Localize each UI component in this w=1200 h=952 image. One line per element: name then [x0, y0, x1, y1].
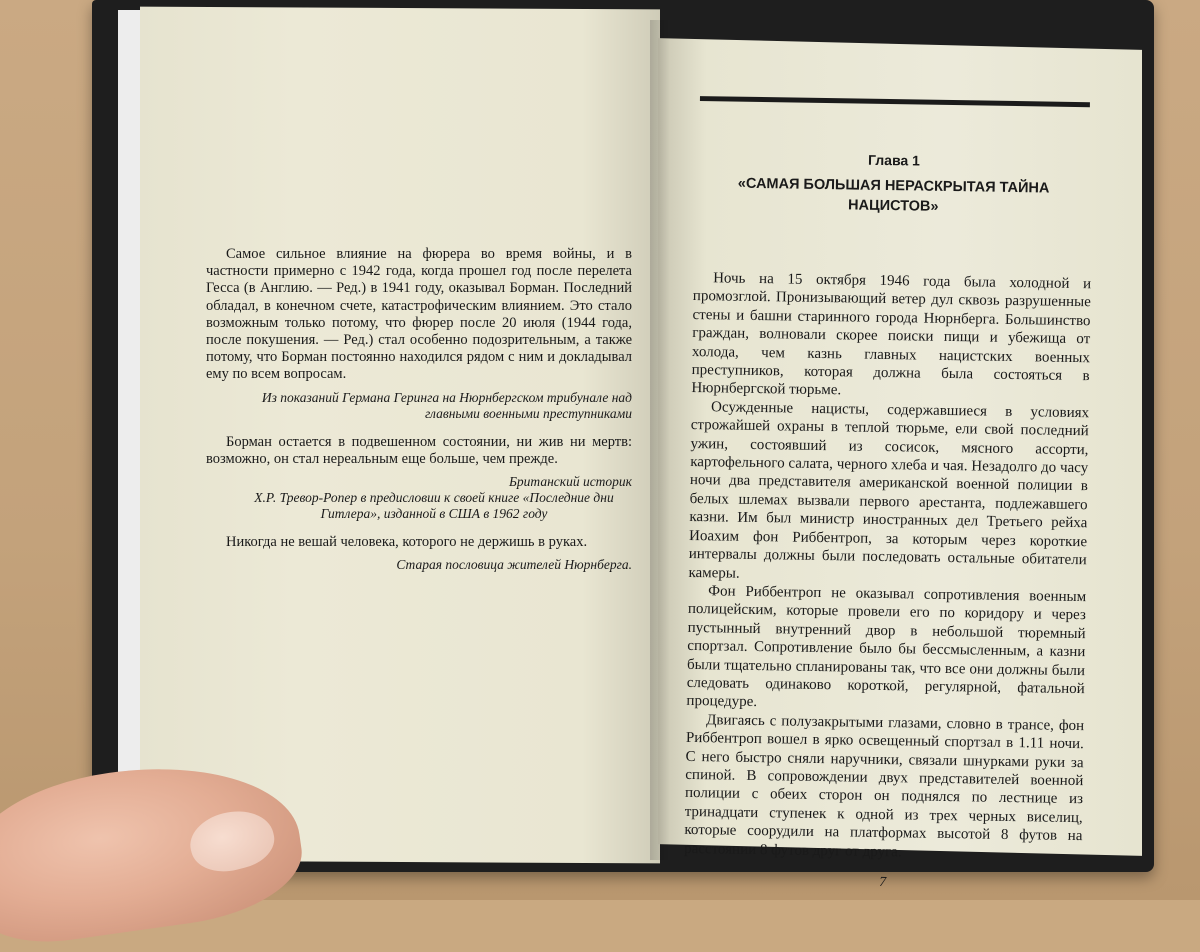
epigraph-attribution: Из показаний Германа Геринга на Нюрнбергском трибунале над главными военными преступниками	[261, 389, 632, 421]
epigraph-block	[206, 246, 632, 573]
body-paragraph: Двигаясь с полузакрытыми глазами, словно в трансе, фон Риббентроп вошел в ярко освещенный спортзал в 1.11 ночи. С него быстро сняли наручники, связали шнурками руки за спиной. В сопровождении двух представителей военной полиции с обеих сторон он поднялся по лестнице из тринадцати ступенек к одной из трех черных виселиц, которые соорудили на платформах высотой 8 футов на расстоянии 8 футов друг от друга.	[684, 711, 1085, 860]
body-paragraph: Ночь на 15 октября 1946 года была холодной и промозглой. Пронизывающий ветер дул сквозь разрушенные стены и башни старинного города Нюрнберга. Большинство граждан, волновали скорее поиски пищи и убежища от холода, чем казнь главных нацистских военных преступников, которая должна была состояться в Нюрнбергской тюрьме.	[691, 270, 1092, 399]
epigraph-attribution: Старая пословица жителей Нюрнберга.	[396, 557, 632, 573]
body-paragraph: Фон Риббентроп не оказывал сопротивления военным полицейским, которые провели его по коридору и через пустынный внутренний двор в небольшой тюремный спортзал. Сопротивление было бы бессмысленным, а казни были тщательно спланированы так, что все они должны были следовать одинаково короткой, регулярной, фатальной процедуре.	[686, 583, 1087, 711]
book-gutter	[650, 20, 670, 860]
epigraph-paragraph: Никогда не вешай человека, которого не держишь в руках.	[226, 534, 588, 551]
chapter-page	[684, 96, 1094, 894]
epigraph-paragraph: Самое сильное влияние на фюрера во время войны, и в частности примерно с 1942 года, когда прошел год после перелета Гесса (в Англию. — Ред.) в 1941 году, оказывал Борман. Последний обладал, в конечном счете, катастрофическим влиянием. Это стало возможным только потому, что фюрер после 20 июля (1944 года, после покушения. — Ред.) стал особенно подозрительным, а также потому, что Борман постоянно находился рядом с ним и докладывал ему по всем вопросам.	[206, 246, 632, 383]
epigraph-paragraph: Борман остается в подвешенном состоянии, ни жив ни мертв: возможно, он стал нереальным еще больше, чем прежде.	[206, 433, 632, 467]
chapter-body	[684, 269, 1091, 864]
chapter-title: «САМАЯ БОЛЬШАЯ НЕРАСКРЫТАЯ ТАЙНА НАЦИСТОВ»	[737, 175, 1050, 215]
epigraph-attribution: Х.Р. Тревор-Ропер в предисловии к своей книге «Последние дни Гитлера», изданной в США в 1962 году	[254, 490, 614, 522]
chapter-label: Глава 1	[867, 151, 921, 169]
body-paragraph: Осужденные нацисты, содержавшиеся в условиях строжайшей охраны в теплой тюрьме, ели свой последний ужин, состоявший из сосисок, мясного ассорти, картофельного салата, черного хлеба и чая. Незадолго до часу ночи два представителя американской военной полиции в белых шлемах вызвали первого арестанта, подлежавшего казни. Им был министр иностранных дел Третьего рейха Иоахим фон Риббентроп, за которым через короткие интервалы должны были последовать остальные обитатели камеры.	[688, 399, 1090, 582]
page-number: 7	[879, 874, 887, 891]
epigraph-attribution: Британский историк	[508, 474, 632, 490]
